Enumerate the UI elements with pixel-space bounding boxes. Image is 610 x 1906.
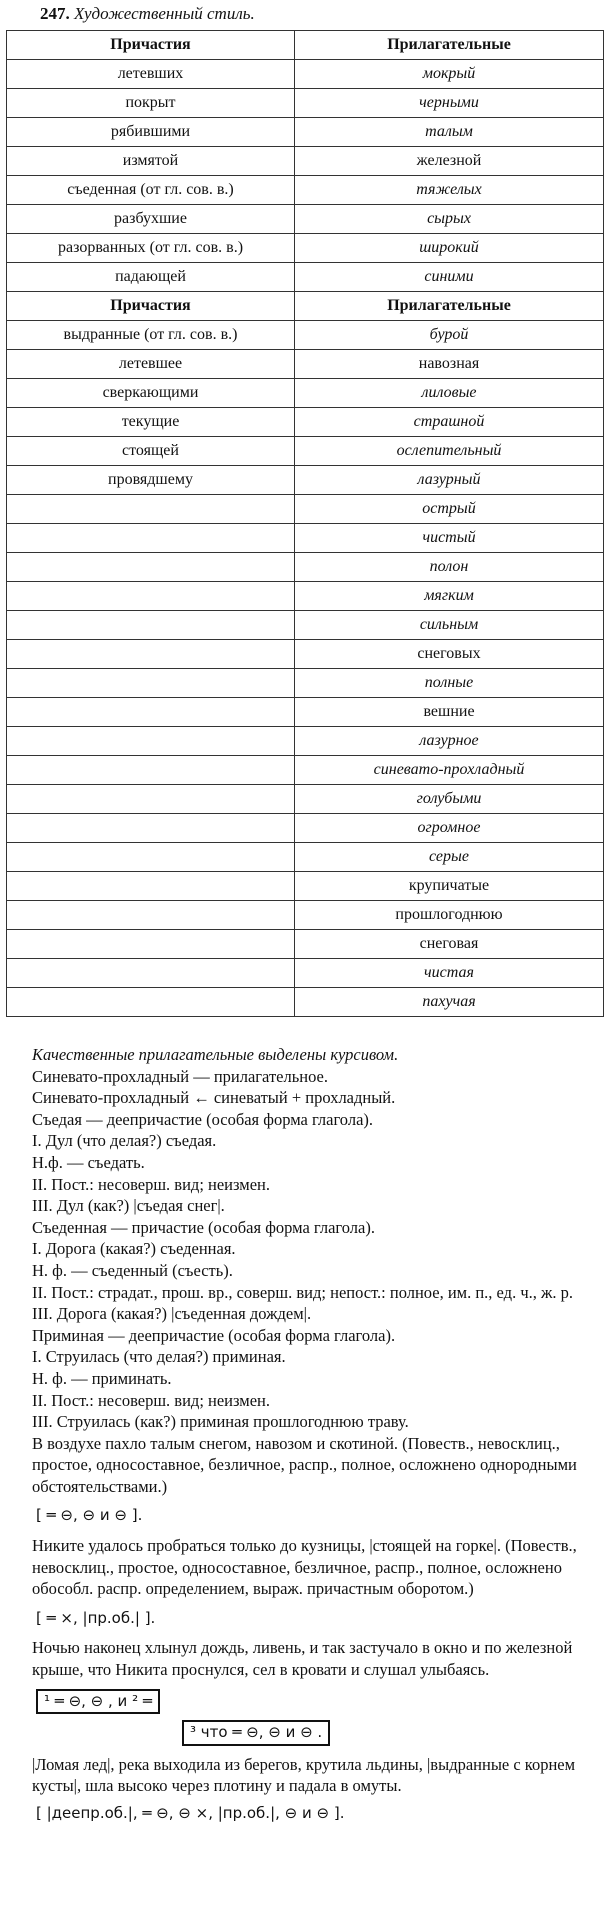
- participles-header: Причастия: [7, 31, 295, 60]
- text-line: I. Дорога (какая?) съеденная.: [32, 1239, 236, 1259]
- table-row: [7, 843, 604, 872]
- adjectives-header: Прилагательные: [295, 292, 604, 321]
- adjective-cell: острый: [295, 495, 604, 524]
- adjective-cell: страшной: [295, 408, 604, 437]
- sentence-scheme: [ ═ ×, |пр.об.| ].: [36, 1608, 156, 1627]
- participle-cell: стоящей: [7, 437, 295, 466]
- table-row: [7, 553, 604, 582]
- table-row: [7, 785, 604, 814]
- table-row: [7, 147, 604, 176]
- adjective-cell: полные: [295, 669, 604, 698]
- participle-cell: [7, 814, 295, 843]
- text-line: Синевато-прохладный ← синеватый + прохладный.: [32, 1088, 396, 1108]
- participle-cell: падающей: [7, 263, 295, 292]
- participle-cell: текущие: [7, 408, 295, 437]
- text-line: II. Пост.: страдат., прош. вр., соверш. вид; непост.: полное, им. п., ед. ч., ж. р.: [32, 1282, 574, 1302]
- table-row: [7, 901, 604, 930]
- text-line: I. Дул (что делая?) съедая.: [32, 1131, 217, 1151]
- table-row: [7, 959, 604, 988]
- participle-cell: [7, 727, 295, 756]
- participle-cell: [7, 872, 295, 901]
- text-line: III. Дул (как?) |съедая снег|.: [32, 1196, 225, 1216]
- sentence-paragraph: Ночью наконец хлынул дождь, ливень, и так застучало в окно и по железной крыше, что Никита проснулся, сел в кровати и слушал улыбаясь.: [32, 1638, 573, 1680]
- table-row: [7, 582, 604, 611]
- adjective-cell: ослепительный: [295, 437, 604, 466]
- adjective-cell: бурой: [295, 321, 604, 350]
- participle-cell: [7, 959, 295, 988]
- exercise-number: 247.: [40, 4, 70, 23]
- table-row: [7, 118, 604, 147]
- text-line: Съеденная — причастие (особая форма глагола).: [32, 1217, 375, 1237]
- participle-cell: провядшему: [7, 466, 295, 495]
- participle-cell: разорванных (от гл. сов. в.): [7, 234, 295, 263]
- adjective-cell: навозная: [295, 350, 604, 379]
- adjective-cell: снеговых: [295, 640, 604, 669]
- sentence-scheme: [36, 1689, 600, 1715]
- adjective-cell: крупичатые: [295, 872, 604, 901]
- table-row: [7, 524, 604, 553]
- table-row: [7, 408, 604, 437]
- text-line: Н. ф. — съеденный (съесть).: [32, 1260, 233, 1280]
- table-row: [7, 60, 604, 89]
- participles-header: Причастия: [7, 292, 295, 321]
- text-line: Синевато-прохладный — прилагательное.: [32, 1066, 328, 1086]
- table-row: [7, 930, 604, 959]
- table-row: [7, 321, 604, 350]
- participle-cell: [7, 901, 295, 930]
- table-header-row: [7, 31, 604, 60]
- participle-cell: съеденная (от гл. сов. в.): [7, 176, 295, 205]
- table-header-row: [7, 292, 604, 321]
- adjective-cell: сильным: [295, 611, 604, 640]
- table-row: [7, 814, 604, 843]
- table-row: [7, 89, 604, 118]
- adjective-cell: чистый: [295, 524, 604, 553]
- participle-cell: [7, 756, 295, 785]
- adjective-cell: снеговая: [295, 930, 604, 959]
- participle-cell: покрыт: [7, 89, 295, 118]
- participle-cell: [7, 698, 295, 727]
- adjective-cell: вешние: [295, 698, 604, 727]
- adjective-cell: прошлогоднюю: [295, 901, 604, 930]
- analysis-text: [32, 1044, 600, 1825]
- text-line: III. Дорога (какая?) |съеденная дождем|.: [32, 1304, 312, 1324]
- table-row: [7, 234, 604, 263]
- table-row: [7, 669, 604, 698]
- adjective-cell: лазурный: [295, 466, 604, 495]
- table-row: [7, 466, 604, 495]
- table-row: [7, 437, 604, 466]
- table-row: [7, 640, 604, 669]
- adjective-cell: серые: [295, 843, 604, 872]
- participle-cell: [7, 553, 295, 582]
- adjective-cell: талым: [295, 118, 604, 147]
- table-row: [7, 263, 604, 292]
- table-row: [7, 698, 604, 727]
- adjective-cell: синими: [295, 263, 604, 292]
- participle-cell: [7, 611, 295, 640]
- clause-box: ³ что ═ ⊖, ⊖ и ⊖ .: [182, 1720, 330, 1746]
- text-line: II. Пост.: несоверш. вид; неизмен.: [32, 1174, 271, 1194]
- exercise-title: Художественный стиль.: [74, 4, 255, 23]
- adjective-cell: мокрый: [295, 60, 604, 89]
- text-line: Н. ф. — приминать.: [32, 1368, 172, 1388]
- adjective-cell: полон: [295, 553, 604, 582]
- note-line: Качественные прилагательные выделены курсивом.: [32, 1045, 399, 1064]
- adjective-cell: пахучая: [295, 988, 604, 1017]
- adjective-cell: чистая: [295, 959, 604, 988]
- sentence-scheme: [182, 1720, 600, 1746]
- participle-cell: [7, 640, 295, 669]
- adjective-cell: огромное: [295, 814, 604, 843]
- participle-cell: летевших: [7, 60, 295, 89]
- adjective-cell: тяжелых: [295, 176, 604, 205]
- clause-box: ¹ ═ ⊖, ⊖ , и ² ═: [36, 1689, 160, 1715]
- participle-cell: [7, 582, 295, 611]
- participle-cell: [7, 785, 295, 814]
- text-line: III. Струилась (как?) приминая прошлогоднюю траву.: [32, 1412, 409, 1432]
- text-line: Приминая — деепричастие (особая форма глагола).: [32, 1325, 396, 1345]
- sentence-scheme: [ |деепр.об.|, ═ ⊖, ⊖ ×, |пр.об.|, ⊖ и ⊖ ].: [36, 1804, 345, 1822]
- adjective-cell: голубыми: [295, 785, 604, 814]
- sentence-paragraph: Никите удалось пробраться только до кузницы, |стоящей на горке|. (Повеств., невосклиц., простое, односоставное, безличное, распр., полное, осложнено обособл. распр. определением, выраж. причастным оборотом.): [32, 1536, 577, 1599]
- words-table: [6, 30, 604, 1017]
- adjective-cell: лазурное: [295, 727, 604, 756]
- table-row: [7, 379, 604, 408]
- table-row: [7, 727, 604, 756]
- sentence-paragraph: В воздухе пахло талым снегом, навозом и скотиной. (Повеств., невосклиц., простое, односоставное, безличное, распр., полное, осложнено однородными обстоятельствами.): [32, 1433, 577, 1496]
- table-row: [7, 205, 604, 234]
- participle-cell: [7, 988, 295, 1017]
- adjective-cell: железной: [295, 147, 604, 176]
- table-row: [7, 176, 604, 205]
- table-row: [7, 872, 604, 901]
- adjective-cell: сырых: [295, 205, 604, 234]
- sentence-scheme: [ ═ ⊖, ⊖ и ⊖ ].: [36, 1506, 143, 1525]
- text-line: Съедая — деепричастие (особая форма глагола).: [32, 1109, 374, 1129]
- participle-cell: летевшее: [7, 350, 295, 379]
- adjectives-header: Прилагательные: [295, 31, 604, 60]
- sentence-paragraph: |Ломая лед|, река выходила из берегов, крутила льдины, |выдранные с корнем кусты|, шла высоко через плотину и падала в омуты.: [32, 1754, 576, 1796]
- text-line: Н.ф. — съедать.: [32, 1152, 145, 1172]
- table-row: [7, 988, 604, 1017]
- participle-cell: [7, 930, 295, 959]
- text-line: I. Струилась (что делая?) приминая.: [32, 1347, 286, 1367]
- table-row: [7, 495, 604, 524]
- participle-cell: выдранные (от гл. сов. в.): [7, 321, 295, 350]
- participle-cell: измятой: [7, 147, 295, 176]
- table-row: [7, 756, 604, 785]
- participle-cell: [7, 669, 295, 698]
- table-row: [7, 611, 604, 640]
- table-row: [7, 350, 604, 379]
- participle-cell: рябившими: [7, 118, 295, 147]
- text-line: II. Пост.: несоверш. вид; неизмен.: [32, 1390, 271, 1410]
- adjective-cell: синевато-прохладный: [295, 756, 604, 785]
- participle-cell: сверкающими: [7, 379, 295, 408]
- participle-cell: [7, 524, 295, 553]
- participle-cell: [7, 843, 295, 872]
- exercise-heading: [40, 4, 255, 24]
- participle-cell: разбухшие: [7, 205, 295, 234]
- adjective-cell: мягким: [295, 582, 604, 611]
- adjective-cell: лиловые: [295, 379, 604, 408]
- adjective-cell: широкий: [295, 234, 604, 263]
- adjective-cell: черными: [295, 89, 604, 118]
- participle-cell: [7, 495, 295, 524]
